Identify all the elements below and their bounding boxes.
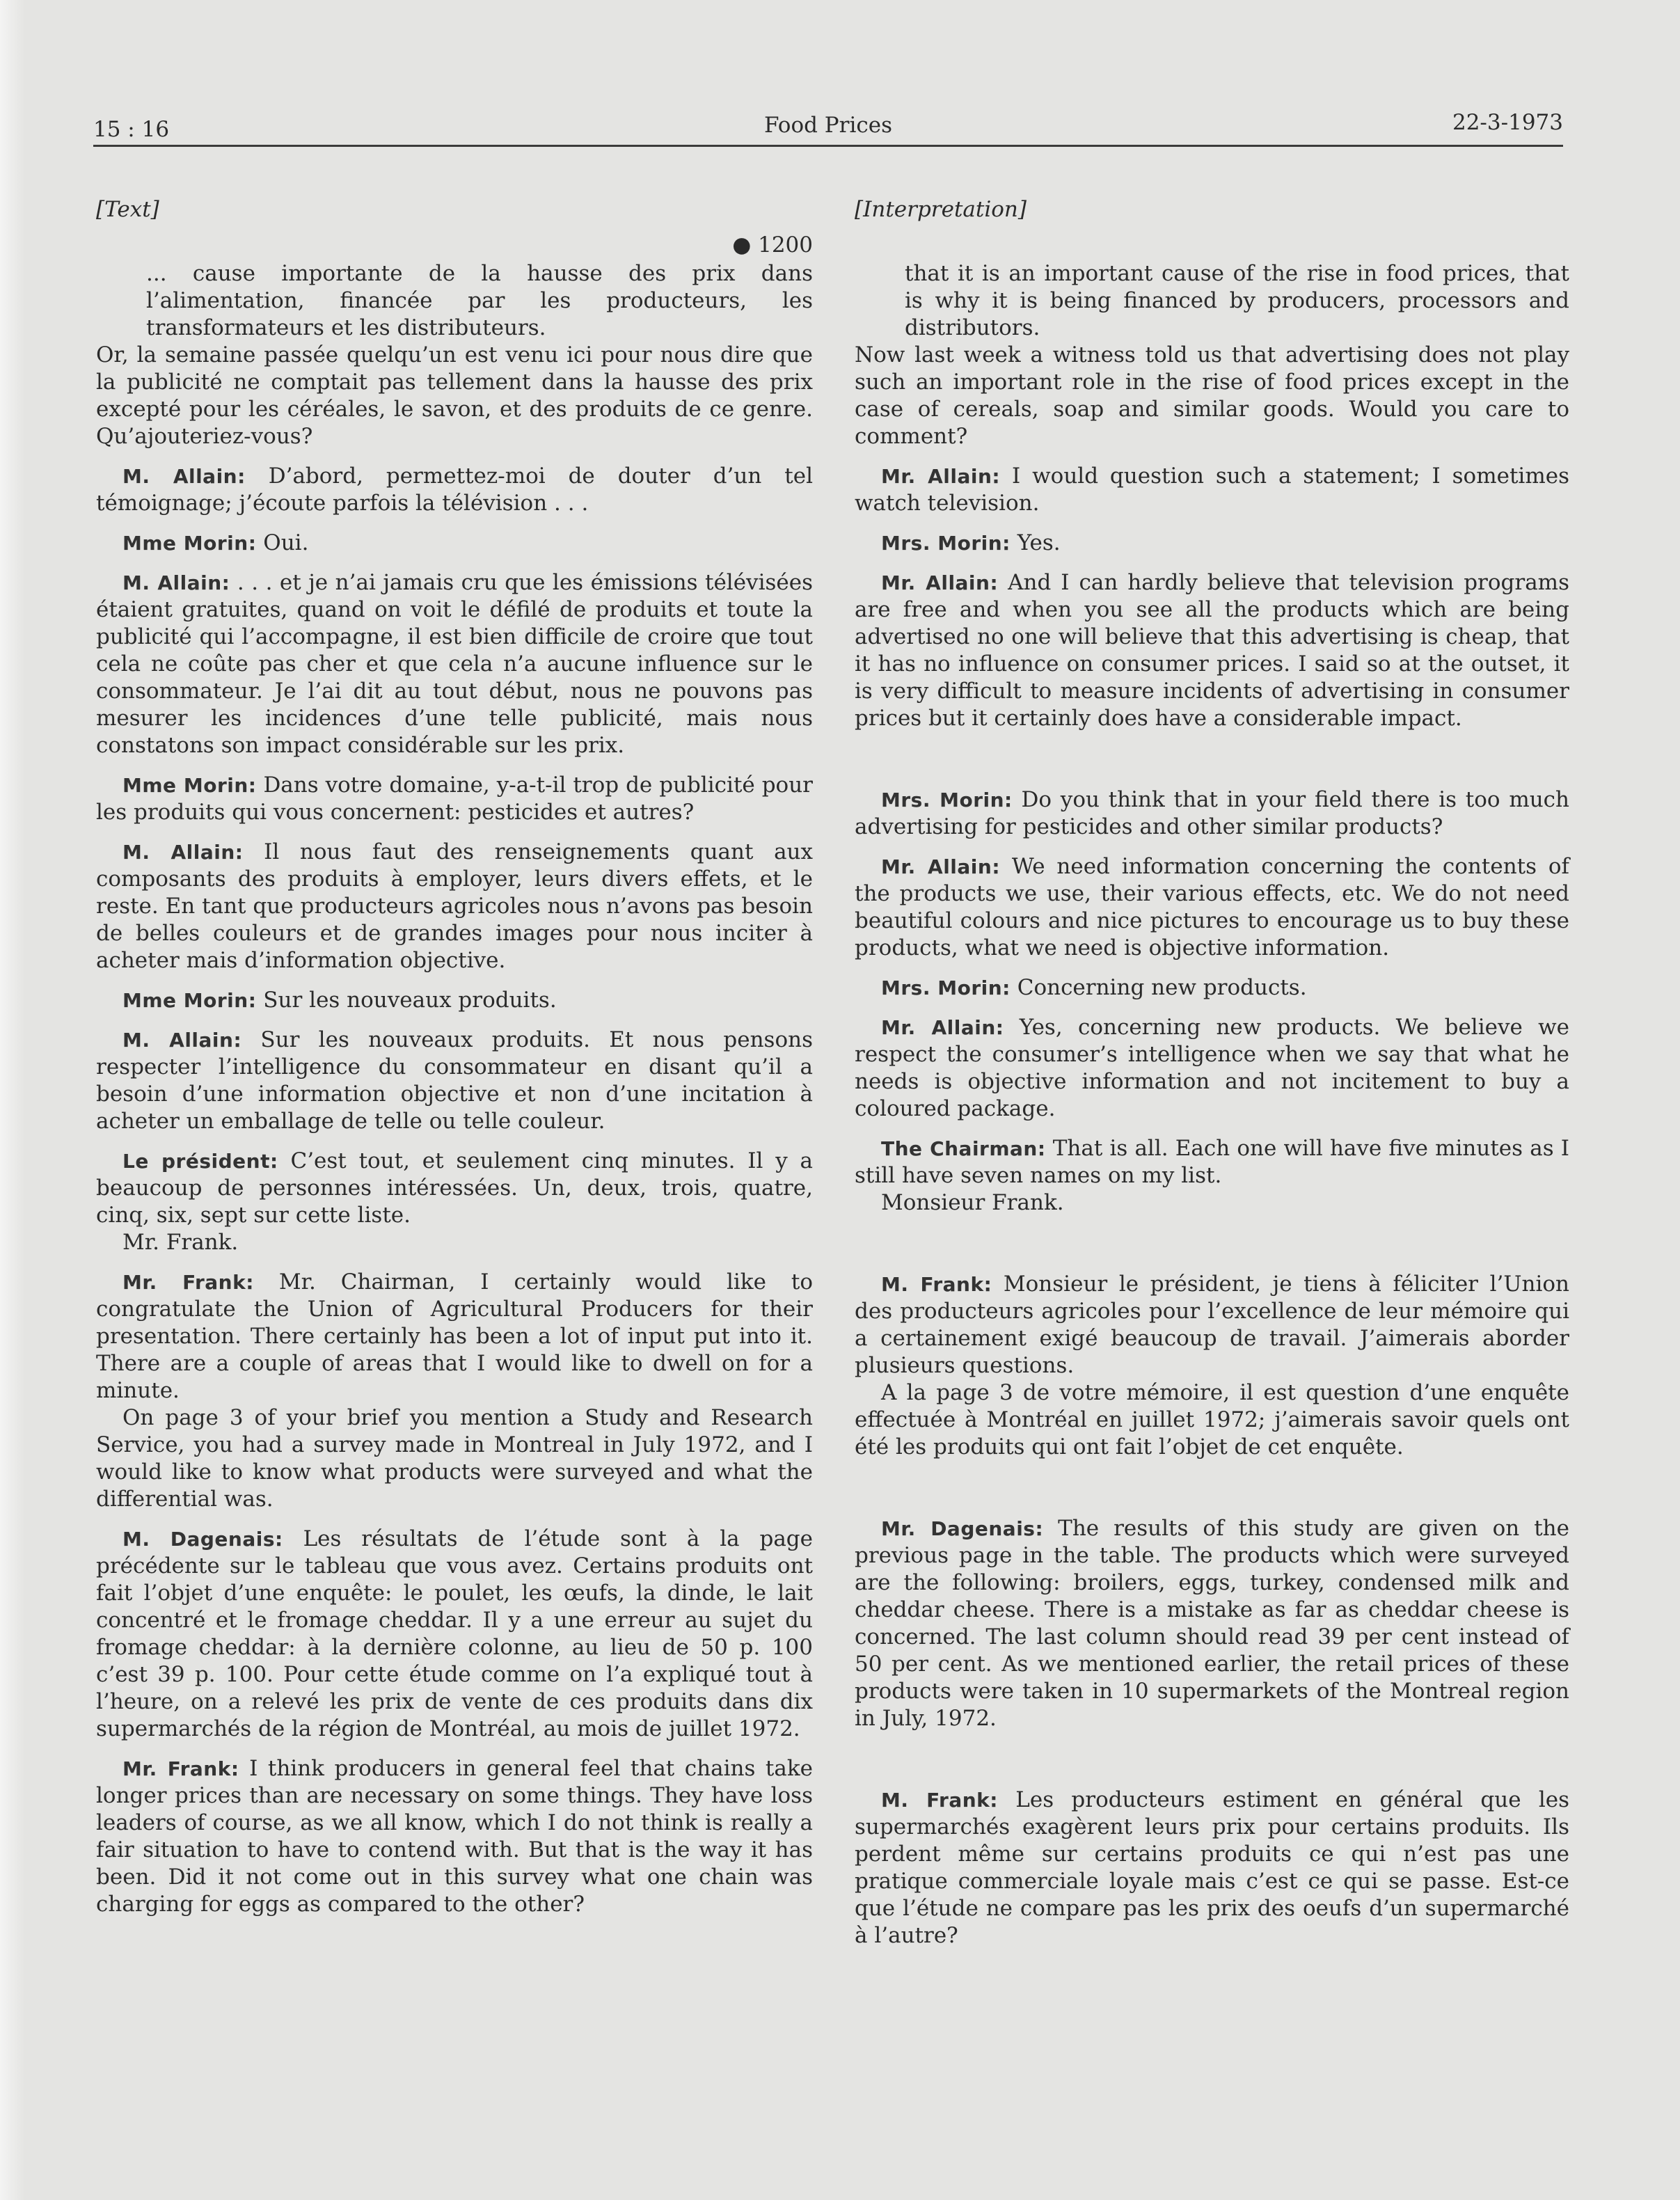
page-header xyxy=(93,104,1563,147)
speech xyxy=(855,530,1569,557)
speaker-name: M. Frank: xyxy=(881,1273,992,1296)
speech-text: We need information concerning the contents of the products we use, their various effects, etc. We do not need beautiful colours and nice pictures to encourage us to buy these products, what we need is objective information. xyxy=(855,854,1569,960)
speech-text: Les résultats de l’étude sont à la page précédente sur le tableau que vous avez. Certains produits ont fait l’objet d’une enquête: le poulet, les œufs, la dinde, le lait concentré et le fromage cheddar. Il y a une erreur au sujet du fromage cheddar: à la dernière colonne, au lieu de 50 p. 100 c’est 39 p. 100. Pour cette étude comme on l’a expliqué tout à l’heure, on a relevé les prix de vente de ces produits dans dix supermarchés de la région de Montréal, au mois de juillet 1972. xyxy=(96,1526,813,1741)
language-label-text: Interpretation xyxy=(863,197,1018,222)
speech xyxy=(855,786,1569,841)
page-number: 15 : 16 xyxy=(93,117,170,142)
scan-edge xyxy=(0,0,25,2200)
paragraph: ... cause importante de la hausse des prix dans l’alimentation, financée par les producteurs, les transformateurs et les distributeurs. xyxy=(146,261,813,340)
speech xyxy=(96,1027,813,1135)
language-label: [Text] xyxy=(96,197,159,222)
speech-text: Il nous faut des renseignements quant aux composants des produits à employer, leurs divers effets, et le reste. En tant que producteurs agricoles nous n’avons pas besoin de belles couleurs et de grandes images pour nous inciter à acheter mais d’information objective. xyxy=(96,839,813,973)
speech-text: Sur les nouveaux produits. Et nous pensons respecter l’intelligence du consommateur en disant qu’il a besoin d’une information objective et non d’une incitation à acheter un emballage de telle ou telle couleur. xyxy=(96,1027,813,1134)
speech-text: And I can hardly believe that television programs are free and when you see all the products which are being advertised no one will believe that this advertising is cheap, that it has no influence on consumer prices. I said so at the outset, it is very difficult to measure incidents of advertising in consumer prices but it certainly does have a considerable impact. xyxy=(855,570,1569,731)
speaker-name: M. Allain: xyxy=(122,841,244,864)
speaker-name: Mr. Allain: xyxy=(881,855,1001,878)
speaker-name: Mme Morin: xyxy=(122,989,257,1012)
language-label-text: Text xyxy=(104,197,151,222)
speech xyxy=(855,1515,1569,1732)
speaker-name: Mrs. Morin: xyxy=(881,532,1011,555)
speaker-name: Mrs. Morin: xyxy=(881,789,1013,812)
speech-continued: Monsieur Frank. xyxy=(881,1190,1064,1215)
speech-text: Dans votre domaine, y-a-t-il trop de publicité pour les produits qui vous concernent: pesticides et autres? xyxy=(96,773,813,825)
speaker-name: Mme Morin: xyxy=(122,532,257,555)
speaker-name: Mrs. Morin: xyxy=(881,976,1011,999)
speech xyxy=(855,1014,1569,1123)
speech xyxy=(96,1148,813,1229)
speaker-name: Le président: xyxy=(122,1150,278,1173)
speaker-name: Mr. Frank: xyxy=(122,1271,254,1294)
speech-text: Les producteurs estiment en général que les supermarchés exagèrent leurs prix pour certains produits. Ils perdent même sur certains produits ce qui n’est pas une pratique commerciale loyale mais c’est ce qui se passe. Est-ce que l’étude ne compare pas les prix des oeufs d’un supermarché à l’autre? xyxy=(855,1787,1569,1948)
speaker-name: Mr. Allain: xyxy=(881,1016,1004,1039)
speech xyxy=(96,839,813,974)
speech-continued: On page 3 of your brief you mention a Study and Research Service, you had a survey made in Montreal in July 1972, and I would like to know what products were surveyed and what the differential was. xyxy=(96,1405,813,1512)
speech xyxy=(96,1526,813,1743)
spacer xyxy=(855,1745,1569,1787)
speech xyxy=(855,463,1569,517)
speech-text: Oui. xyxy=(263,530,309,555)
speaker-name: The Chairman: xyxy=(881,1137,1046,1160)
speech xyxy=(855,853,1569,962)
spacer xyxy=(855,232,1569,260)
speech-text: Do you think that in your field there is too much advertising for pesticides and other similar products? xyxy=(855,787,1570,839)
speech-continued: A la page 3 de votre mémoire, il est question d’une enquête effectuée à Montréal en juillet 1972; j’aimerais savoir quels ont été les produits qui ont fait l’objet de cet enquête. xyxy=(855,1380,1569,1459)
speaker-name: Mr. Dagenais: xyxy=(881,1517,1044,1540)
speech xyxy=(855,1787,1569,1949)
speaker-name: M. Dagenais: xyxy=(122,1528,283,1551)
speech xyxy=(855,1271,1569,1379)
speaker-name: M. Frank: xyxy=(881,1789,998,1812)
speech-text: That is all. Each one will have five minutes as I still have seven names on my list. xyxy=(855,1136,1570,1188)
paragraph: Now last week a witness told us that advertising does not play such an important role in the rise of food prices except in the case of cereals, soap and similar goods. Would you care to comment? xyxy=(855,342,1569,449)
speech xyxy=(96,987,813,1014)
speaker-name: Mr. Allain: xyxy=(881,465,1001,488)
interpretation-column xyxy=(855,196,1569,1962)
speech xyxy=(855,974,1569,1002)
page-title: Food Prices xyxy=(763,113,893,138)
speech-text: Concerning new products. xyxy=(1017,975,1307,1000)
speech xyxy=(96,1755,813,1918)
speech-text: I think producers in general feel that chains take longer prices than are necessary on some things. They have loss leaders of course, as we all know, which I do not think is really a fair situation to have to contend with. But that is the way it has been. Did it not come out in this survey what one chain was charging for eggs as compared to the other? xyxy=(96,1756,813,1917)
speaker-name: M. Allain: xyxy=(122,465,246,488)
speech xyxy=(96,530,813,557)
speech-text: I would question such a statement; I sometimes watch television. xyxy=(855,464,1569,516)
speech-text: C’est tout, et seulement cinq minutes. Il y a beaucoup de personnes intéressées. Un, deux, trois, quatre, cinq, six, sept sur cette liste. xyxy=(96,1148,814,1228)
speech xyxy=(96,772,813,826)
speech-text: The results of this study are given on the previous page in the table. The products which were surveyed are the following: broilers, eggs, turkey, condensed milk and cheddar cheese. There is a mistake as far as cheddar cheese is concerned. The last column should read 39 per cent instead of 50 per cent. As we mentioned earlier, the retail prices of these products were taken in 10 supermarkets of the Montreal region in July, 1972. xyxy=(855,1516,1569,1731)
speech-text: Yes. xyxy=(1017,530,1061,555)
time-value: 1200 xyxy=(758,232,813,258)
time-marker: ● 1200 xyxy=(732,232,813,258)
speech-text: Sur les nouveaux produits. xyxy=(263,988,557,1013)
text-column xyxy=(96,196,813,1931)
paragraph: Or, la semaine passée quelqu’un est venu ici pour nous dire que la publicité ne comptait pas tellement dans la hausse des prix excepté pour les céréales, le savon, et des produits de ce genre. Qu’ajouteriez-vous? xyxy=(96,342,813,449)
speech-text: Yes, concerning new products. We believe we respect the consumer’s intelligence when we say that what he needs is objective information and not incitement to buy a coloured package. xyxy=(855,1015,1569,1121)
page-date: 22-3-1973 xyxy=(1452,110,1563,135)
spacer xyxy=(855,1229,1569,1271)
speech-text: . . . et je n’ai jamais cru que les émissions télévisées étaient gratuites, quand on voit le défilé de produits et toute la publicité qui l’accompagne, il est bien difficile de croire que tout cela ne coûte pas cher et que cela n’a aucune influence sur le consommateur. Je l’ai dit au tout début, nous ne pouvons pas mesurer les incidences d’une telle publicité, mais nous constatons son impact considérable sur les prix. xyxy=(96,570,813,758)
speech xyxy=(96,569,813,759)
speaker-name: Mr. Frank: xyxy=(122,1757,239,1780)
speech xyxy=(855,569,1569,732)
speech xyxy=(96,1269,813,1404)
speech xyxy=(96,463,813,517)
speaker-name: Mme Morin: xyxy=(122,774,257,797)
paragraph: that it is an important cause of the rise in food prices, that is why it is being financed by producers, processors and distributors. xyxy=(905,261,1569,340)
language-label: [Interpretation] xyxy=(855,197,1027,222)
speech-continued: Mr. Frank. xyxy=(122,1230,239,1255)
spacer xyxy=(855,745,1569,786)
speech xyxy=(855,1135,1569,1189)
speaker-name: Mr. Allain: xyxy=(881,571,999,594)
speech-text: D’abord, permettez-moi de douter d’un tel témoignage; j’écoute parfois la télévision . . . xyxy=(96,464,813,516)
speech-text: Monsieur le président, je tiens à féliciter l’Union des producteurs agricoles pour l’excellence de leur mémoire qui a certainement exigé beaucoup de travail. J’aimerais aborder plusieurs questions. xyxy=(855,1272,1569,1378)
speech-text: Mr. Chairman, I certainly would like to congratulate the Union of Agricultural Producers for their presentation. There certainly has been a lot of input put into it. There are a couple of areas that I would like to dwell on for a minute. xyxy=(96,1269,813,1403)
speaker-name: M. Allain: xyxy=(122,1029,242,1052)
speaker-name: M. Allain: xyxy=(122,571,230,594)
spacer xyxy=(855,1473,1569,1515)
